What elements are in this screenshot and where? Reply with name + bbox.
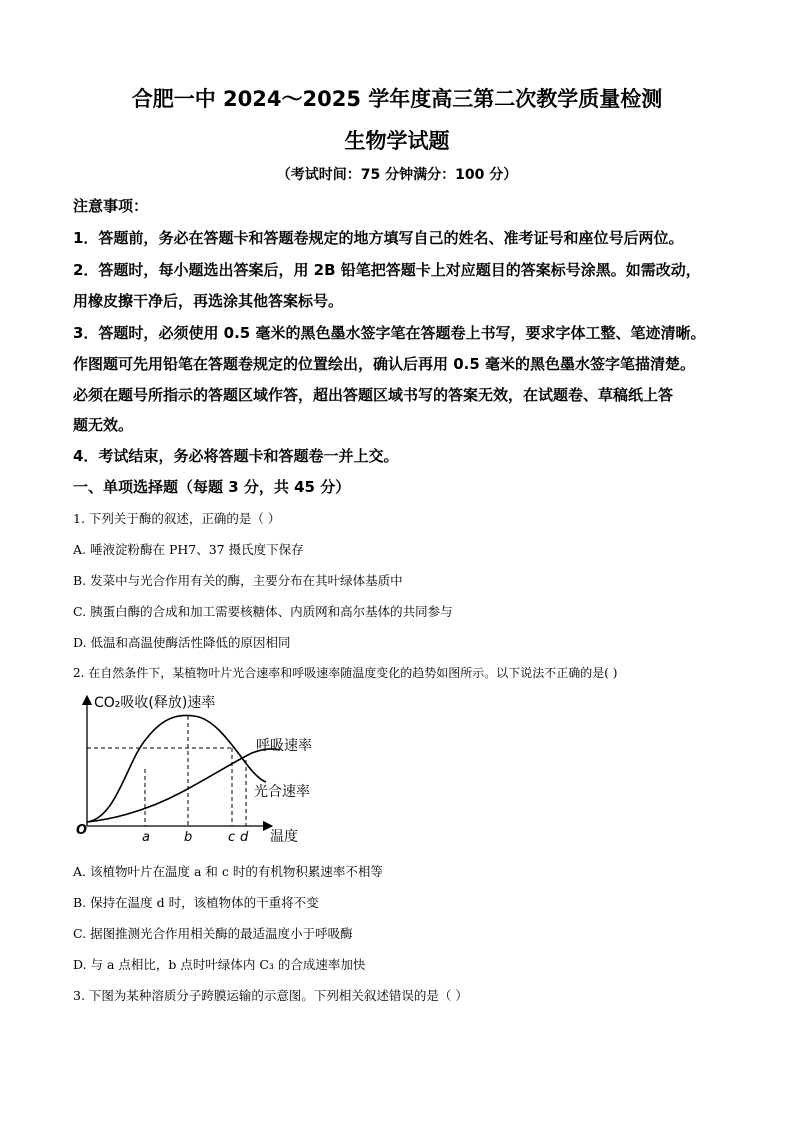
option-a: A. 该植物叶片在温度 a 和 c 时的有机物积累速率不相等 — [73, 864, 383, 879]
y-axis-label: CO₂吸收(释放)速率 — [94, 695, 216, 711]
notice-line: 2．答题时，每小题选出答案后，用 2B 铅笔把答题卡上对应题目的答案标号涂黑。如需改动， — [73, 261, 701, 279]
option-d: D. 与 a 点相比，b 点时叶绿体内 C₃ 的合成速率加快 — [73, 957, 366, 972]
question-stem: 1. 下列关于酶的叙述，正确的是（ ） — [73, 511, 281, 526]
temperature-rate-graph — [72, 690, 332, 850]
option-d: D. 低温和高温使酶活性降低的原因相同 — [73, 635, 291, 650]
page-subtitle: 生物学试题 — [344, 129, 450, 153]
tick-label-b: b — [184, 830, 193, 845]
notice-line: 3．答题时，必须使用 0.5 毫米的黑色墨水签字笔在答题卷上书写，要求字体工整、笔迹清晰。 — [73, 324, 706, 342]
option-b: B. 保持在温度 d 时，该植物体的干重将不变 — [73, 895, 319, 910]
notice-line: 4．考试结束，务必将答题卡和答题卷一并上交。 — [73, 447, 399, 465]
respiration-curve — [87, 749, 280, 822]
exam-info: （考试时间：75 分钟满分：100 分） — [276, 167, 518, 183]
photosynthesis-label: 光合速率 — [254, 784, 310, 800]
notice-line: 题无效。 — [73, 416, 134, 434]
tick-label-d: d — [240, 830, 249, 845]
notice-line: 作图题可先用铅笔在答题卷规定的位置绘出，确认后再用 0.5 毫米的黑色墨水签字笔描清楚。 — [73, 355, 696, 373]
notice-line: 必须在题号所指示的答题区域作答，超出答题区域书写的答案无效，在试题卷、草稿纸上答 — [73, 386, 674, 404]
origin-label: O — [76, 823, 88, 838]
question-stem: 2. 在自然条件下，某植物叶片光合速率和呼吸速率随温度变化的趋势如图所示。以下说法不正确的是( ) — [73, 666, 618, 680]
x-axis-label: 温度 — [270, 829, 298, 845]
option-b: B. 发菜中与光合作用有关的酶，主要分布在其叶绿体基质中 — [73, 573, 403, 588]
respiration-label: 呼吸速率 — [256, 738, 312, 754]
notice-heading: 注意事项： — [73, 197, 149, 215]
section-heading: 一、单项选择题（每题 3 分，共 45 分） — [73, 478, 351, 496]
notice-line: 1．答题前，务必在答题卡和答题卷规定的地方填写自己的姓名、准考证号和座位号后两位。 — [73, 229, 684, 247]
tick-label-c: c — [228, 830, 236, 845]
option-c: C. 据图推测光合作用相关酶的最适温度小于呼吸酶 — [73, 926, 353, 941]
question-stem: 3. 下图为某种溶质分子跨膜运输的示意图。下列相关叙述错误的是（ ） — [73, 988, 468, 1003]
option-a: A. 唾液淀粉酶在 PH7、37 摄氏度下保存 — [73, 542, 304, 557]
option-c: C. 胰蛋白酶的合成和加工需要核糖体、内质网和高尔基体的共同参与 — [73, 604, 453, 619]
notice-line: 用橡皮擦干净后，再选涂其他答案标号。 — [73, 292, 344, 310]
page-title: 合肥一中 2024～2025 学年度高三第二次教学质量检测 — [131, 87, 663, 111]
photosynthesis-curve — [87, 715, 266, 822]
tick-label-a: a — [142, 830, 150, 845]
